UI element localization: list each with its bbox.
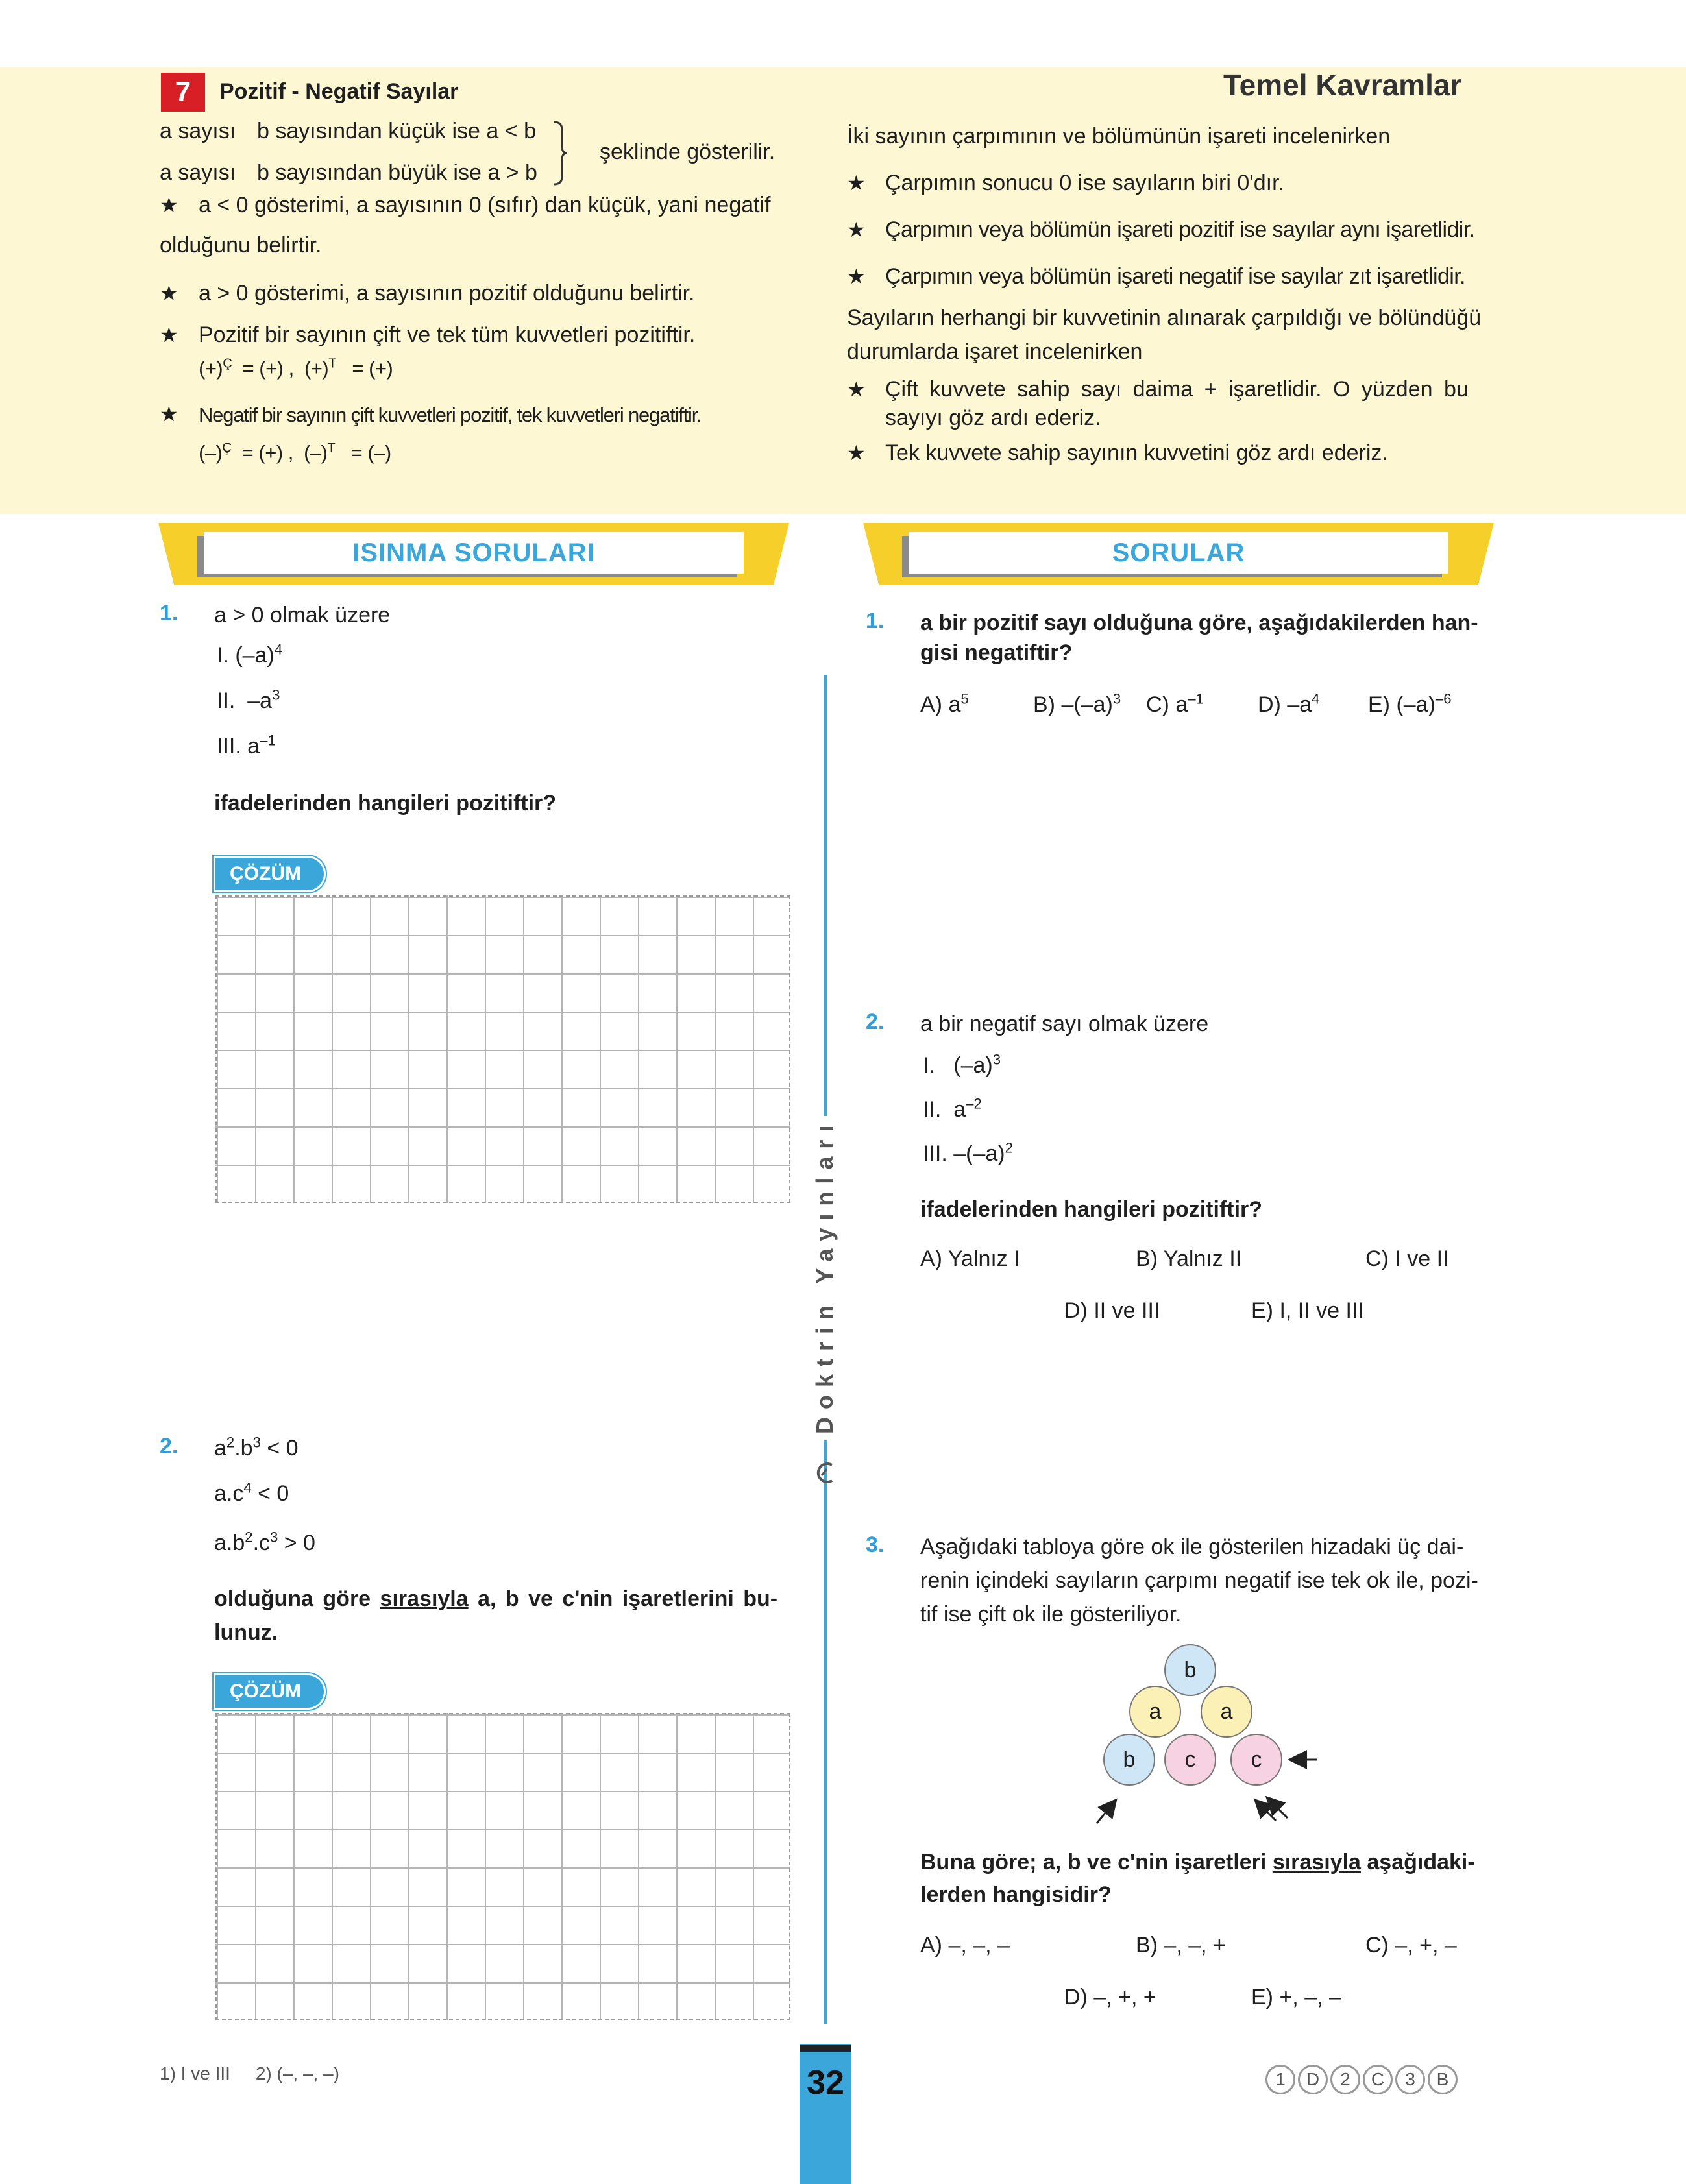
star-icon: ★ xyxy=(847,441,866,465)
option-exp: –1 xyxy=(1188,690,1204,707)
option-base: E) (–a) xyxy=(1368,692,1436,717)
warmup-q2-question xyxy=(214,1584,777,1613)
concept-item-4-formula xyxy=(199,439,391,467)
answer-key-number: 3 xyxy=(1395,2065,1425,2094)
answer-key-number: 2 xyxy=(1330,2065,1360,2094)
concept-right-para-2: durumlarda işaret incelenirken xyxy=(847,339,1143,364)
expr-part: .b xyxy=(234,1436,253,1461)
page-number: 32 xyxy=(807,2064,844,2102)
solution-label: ÇÖZÜM xyxy=(215,858,324,890)
answer-key-answer: D xyxy=(1298,2065,1328,2094)
item-exp: –2 xyxy=(966,1095,982,1112)
solution-label: ÇÖZÜM xyxy=(215,1675,324,1708)
concept-item-4: Negatif bir sayının çift kuvvetleri pozitif, tek kuvvetleri negatiftir. xyxy=(199,404,702,426)
q2-item-iii xyxy=(923,1139,1013,1168)
item-exp: 3 xyxy=(992,1051,1001,1068)
expr-exp: 3 xyxy=(270,1529,278,1546)
warmup-q1-question: ifadelerinden hangileri pozitiftir? xyxy=(214,791,557,816)
option-exp: –6 xyxy=(1435,690,1452,707)
warmup-q2-question-cont: lunuz. xyxy=(214,1620,278,1645)
concept-right-intro: İki sayının çarpımının ve bölümünün işareti incelenirken xyxy=(847,124,1391,149)
concept-right-item-4-l1: Çift kuvvete sahip sayı daima + işaretlidir. O yüzden bu xyxy=(885,377,1469,402)
q3-option-a[interactable]: A) –, –, – xyxy=(920,1933,1010,1958)
questions-banner xyxy=(863,523,1494,585)
circle-bot-left: b xyxy=(1103,1734,1155,1786)
item-label: I. xyxy=(923,1053,935,1078)
concept-right-item-4-l2: sayıyı göz ardı ederiz. xyxy=(885,406,1101,430)
publisher-vertical-text: Doktrin Yayınları xyxy=(811,1117,838,1434)
question-text: olduğuna göre xyxy=(214,1586,380,1611)
q1-option-d[interactable] xyxy=(1258,690,1319,719)
q1-option-a[interactable] xyxy=(920,690,969,719)
formula-part: (+) xyxy=(304,357,329,380)
expr-part: .c xyxy=(252,1531,271,1555)
q1-option-c[interactable] xyxy=(1146,690,1204,719)
unit-title: Pozitif - Negatif Sayılar xyxy=(219,79,459,104)
option-exp: 4 xyxy=(1312,690,1320,707)
q2-question: ifadelerinden hangileri pozitiftir? xyxy=(920,1197,1263,1222)
questions-banner-title: SORULAR xyxy=(1112,539,1245,567)
q3-option-d[interactable]: D) –, +, + xyxy=(1064,1985,1156,2009)
warmup-q1-item-ii xyxy=(217,686,280,715)
formula-exp: T xyxy=(328,356,337,371)
warmup-banner-title: ISINMA SORULARI xyxy=(352,539,595,567)
star-icon: ★ xyxy=(847,378,866,401)
expr-exp: 4 xyxy=(243,1479,252,1496)
concept-right-item-2: Çarpımın veya bölümün işareti pozitif ise sayılar aynı işaretlidir. xyxy=(885,217,1475,242)
q3-question xyxy=(920,1848,1475,1876)
warmup-q1-item-i xyxy=(217,641,282,670)
concept-line-1-a: a sayısı xyxy=(160,119,236,143)
concept-item-3: Pozitif bir sayının çift ve tek tüm kuvvetleri pozitiftir. xyxy=(199,322,696,347)
circle-mid-right: a xyxy=(1201,1686,1252,1738)
concept-item-1-cont: olduğunu belirtir. xyxy=(160,233,322,258)
concept-right-item-1: Çarpımın sonucu 0 ise sayıların biri 0'dır. xyxy=(885,171,1284,195)
page-number-bar xyxy=(800,2045,851,2052)
formula-exp: T xyxy=(327,441,336,455)
item-label: II. xyxy=(217,688,236,713)
formula-part: = (–) xyxy=(350,441,391,464)
concept-right-para-1: Sayıların herhangi bir kuvvetinin alınarak çarpıldığı ve bölündüğü xyxy=(847,306,1482,330)
formula-part: = (+) , xyxy=(241,441,293,464)
item-exp: 2 xyxy=(1005,1139,1013,1156)
answer-key-answer: B xyxy=(1428,2065,1458,2094)
warmup-q1-stem: a > 0 olmak üzere xyxy=(214,603,391,627)
warmup-banner xyxy=(158,523,789,585)
q3-stem-l1: Aşağıdaki tabloya göre ok ile gösterilen hizadaki üç dai- xyxy=(920,1535,1464,1559)
item-base: a xyxy=(953,1097,966,1122)
warmup-q1-item-iii xyxy=(217,732,276,760)
q3-option-c[interactable]: C) –, +, – xyxy=(1365,1933,1457,1958)
concept-item-2: a > 0 gösterimi, a sayısının pozitif olduğunu belirtir. xyxy=(199,281,695,306)
formula-part: = (+) xyxy=(352,357,393,380)
q3-option-e[interactable]: E) +, –, – xyxy=(1251,1985,1341,2009)
expr-exp: 2 xyxy=(245,1529,253,1546)
concept-line-2-a: a sayısı xyxy=(160,160,236,185)
publisher-logo-icon xyxy=(812,1460,838,1486)
expr-part: a.b xyxy=(214,1531,245,1555)
star-icon: ★ xyxy=(847,218,866,241)
category-title: Temel Kavramlar xyxy=(1223,68,1462,102)
concept-right-item-3: Çarpımın veya bölümün işareti negatif ise sayılar zıt işaretlidir. xyxy=(885,264,1465,289)
q3-number: 3. xyxy=(866,1533,885,1557)
q3-stem-l2: renin içindeki sayıların çarpımı negatif ise tek ok ile, pozi- xyxy=(920,1568,1478,1593)
star-icon: ★ xyxy=(847,265,866,288)
brace-note: şeklinde gösterilir. xyxy=(600,140,776,164)
item-base: (–a) xyxy=(953,1053,993,1078)
item-base: –(–a) xyxy=(953,1141,1005,1166)
q2-option-c[interactable]: C) I ve II xyxy=(1365,1246,1449,1271)
warmup-q2-line-2 xyxy=(214,1479,289,1508)
item-base: (–a) xyxy=(235,643,275,668)
unit-number-badge: 7 xyxy=(161,73,205,112)
q2-number: 2. xyxy=(866,1010,885,1034)
concept-line-2-b: b sayısından büyük ise a > b xyxy=(257,160,537,185)
option-exp: 3 xyxy=(1112,690,1121,707)
answer-key xyxy=(1265,2065,1460,2094)
q3-stem-l3: tif ise çift ok ile gösteriliyor. xyxy=(920,1602,1182,1627)
formula-part: = (+) , xyxy=(242,357,294,380)
q3-option-b[interactable]: B) –, –, + xyxy=(1136,1933,1226,1958)
warmup-q1-number: 1. xyxy=(160,601,178,625)
option-base: B) –(–a) xyxy=(1033,692,1113,717)
item-label: I. xyxy=(217,643,229,668)
expr-part: < 0 xyxy=(251,1481,289,1506)
circle-bot-mid: c xyxy=(1164,1734,1216,1786)
question-text: aşağıdaki- xyxy=(1360,1850,1475,1875)
formula-exp: Ç xyxy=(223,356,232,371)
star-icon: ★ xyxy=(847,171,866,195)
option-base: C) a xyxy=(1146,692,1188,717)
expr-exp: 3 xyxy=(252,1434,261,1451)
star-icon: ★ xyxy=(160,402,178,426)
q3-question-cont: lerden hangisidir? xyxy=(920,1882,1112,1907)
warmup-q2-line-1 xyxy=(214,1434,299,1462)
item-exp: –1 xyxy=(260,732,276,749)
expr-part: < 0 xyxy=(260,1436,299,1461)
q1-stem-l2: gisi negatiftir? xyxy=(920,640,1073,665)
circle-mid-left: a xyxy=(1129,1686,1181,1738)
option-base: A) a xyxy=(920,692,961,717)
item-exp: 4 xyxy=(274,641,283,658)
concept-item-3-formula xyxy=(199,354,393,383)
q2-option-e[interactable]: E) I, II ve III xyxy=(1251,1298,1364,1323)
warmup-q2-number: 2. xyxy=(160,1434,178,1459)
item-label: II. xyxy=(923,1097,942,1122)
circle-bot-right: c xyxy=(1230,1734,1282,1786)
item-base: a xyxy=(247,734,260,758)
q2-option-b[interactable]: B) Yalnız II xyxy=(1136,1246,1242,1271)
item-label: III. xyxy=(217,734,241,758)
warmup-answers: 1) I ve III 2) (–, –, –) xyxy=(160,2063,339,2083)
q1-number: 1. xyxy=(866,609,885,633)
item-label: III. xyxy=(923,1141,947,1166)
question-underlined: sırasıyla xyxy=(1272,1850,1361,1875)
q1-option-e[interactable] xyxy=(1368,690,1452,719)
item-exp: 3 xyxy=(272,686,280,703)
formula-exp: Ç xyxy=(222,441,232,455)
solution-grid[interactable] xyxy=(215,895,790,1203)
q2-option-a[interactable]: A) Yalnız I xyxy=(920,1246,1020,1271)
answer-key-number: 1 xyxy=(1265,2065,1295,2094)
q2-option-d[interactable]: D) II ve III xyxy=(1064,1298,1160,1323)
question-text: a, b ve c'nin işaretlerini bu- xyxy=(468,1586,778,1611)
expr-part: > 0 xyxy=(278,1531,315,1555)
answer-key-answer: C xyxy=(1363,2065,1393,2094)
concept-right-item-5: Tek kuvvete sahip sayının kuvvetini göz ardı ederiz. xyxy=(885,441,1388,465)
q1-option-b[interactable] xyxy=(1033,690,1121,719)
concept-item-1: a < 0 gösterimi, a sayısının 0 (sıfır) dan küçük, yani negatif xyxy=(199,193,771,217)
concept-line-1-b: b sayısından küçük ise a < b xyxy=(257,119,536,143)
formula-part: (–) xyxy=(304,441,328,464)
question-text: Buna göre; a, b ve c'nin işaretleri xyxy=(920,1850,1273,1875)
formula-part: (+) xyxy=(199,357,223,380)
solution-grid[interactable] xyxy=(215,1713,790,2020)
q1-stem-l1: a bir pozitif sayı olduğuna göre, aşağıdakilerden han- xyxy=(920,611,1478,635)
brace-icon xyxy=(553,121,568,186)
question-underlined: sırasıyla xyxy=(380,1586,469,1611)
option-base: D) –a xyxy=(1258,692,1312,717)
expr-part: a xyxy=(214,1436,226,1461)
star-icon: ★ xyxy=(160,282,178,305)
circle-top: b xyxy=(1164,1644,1216,1696)
formula-part: (–) xyxy=(199,441,223,464)
expr-part: a.c xyxy=(214,1481,244,1506)
star-icon: ★ xyxy=(160,193,178,217)
q2-stem: a bir negatif sayı olmak üzere xyxy=(920,1012,1209,1036)
option-exp: 5 xyxy=(960,690,969,707)
warmup-q2-line-3 xyxy=(214,1529,315,1557)
item-base: –a xyxy=(247,688,273,713)
arrows-icon xyxy=(1084,1745,1330,1830)
q2-item-ii xyxy=(923,1095,982,1124)
q2-item-i xyxy=(923,1051,1001,1080)
star-icon: ★ xyxy=(160,323,178,346)
expr-exp: 2 xyxy=(226,1434,235,1451)
